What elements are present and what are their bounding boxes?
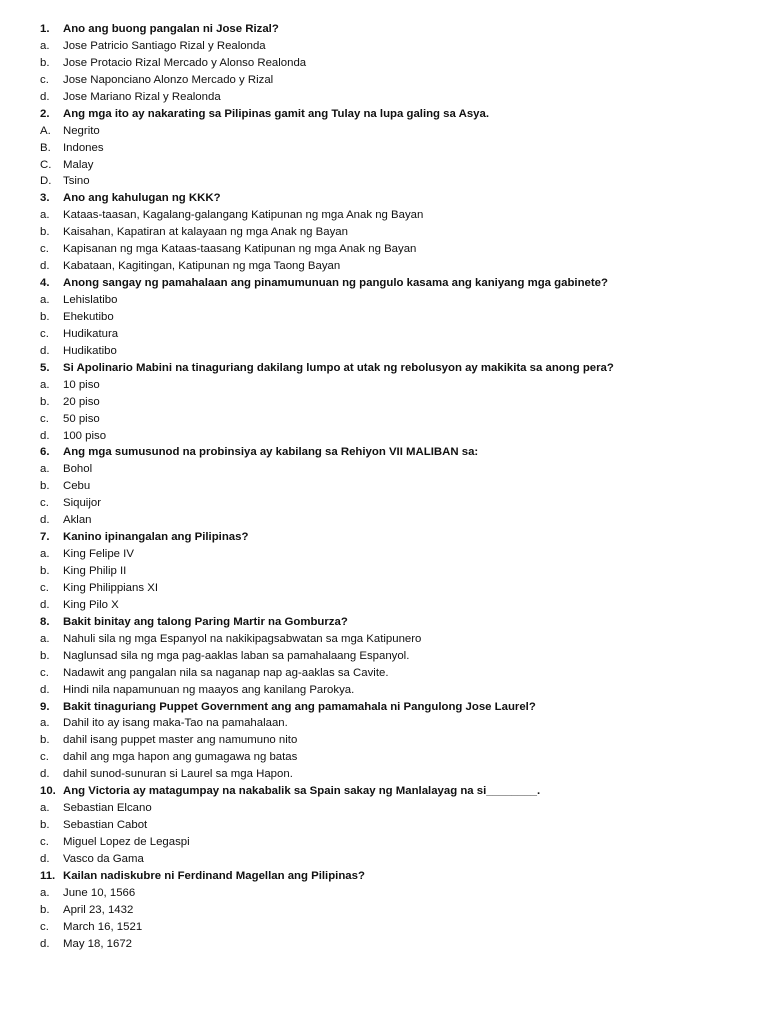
- choice-line: [0, 140, 768, 157]
- choice-line: [0, 241, 768, 258]
- choice-letter: d.: [40, 683, 50, 696]
- choice-text: Nahuli sila ng mga Espanyol na nakikipagsabwatan sa mga Katipunero: [63, 632, 422, 645]
- choice-line: [0, 411, 768, 428]
- choice-line: [0, 580, 768, 597]
- choice-letter: a.: [40, 717, 50, 730]
- question-text: Bakit binitay ang talong Paring Martir na Gomburza?: [63, 615, 348, 628]
- choice-text: Sebastian Elcano: [63, 802, 152, 815]
- choice-text: Lehislatibo: [63, 294, 118, 306]
- choice-line: [0, 123, 768, 140]
- choice-line: [0, 309, 768, 326]
- choice-letter: b.: [40, 480, 50, 493]
- choice-letter: b.: [40, 903, 50, 916]
- choice-text: Hindi nila napamunuan ng maayos ang kanilang Parokya.: [63, 683, 355, 696]
- choice-line: [0, 292, 768, 309]
- choice-text: Kabataan, Kagitingan, Katipunan ng mga Taong Bayan: [63, 260, 341, 273]
- choice-text: dahil sunod-sunuran si Laurel sa mga Hapon.: [63, 768, 293, 781]
- choice-text: Tsino: [63, 175, 90, 188]
- choice-text: Ehekutibo: [63, 310, 114, 323]
- question-line: [0, 190, 768, 207]
- choice-line: [0, 394, 768, 411]
- choice-text: King Philip II: [63, 565, 127, 577]
- choice-letter: a.: [40, 886, 50, 899]
- question-line: [0, 783, 768, 800]
- choice-text: Aklan: [63, 514, 92, 527]
- choice-letter: B.: [40, 141, 51, 154]
- choice-line: [0, 682, 768, 699]
- choice-text: Dahil ito ay isang maka-Tao na pamahalaan.: [63, 717, 288, 730]
- choice-line: [0, 715, 768, 732]
- choice-letter: d.: [40, 768, 50, 781]
- choice-letter: a.: [40, 294, 50, 306]
- choice-text: 50 piso: [63, 412, 100, 425]
- choice-line: [0, 207, 768, 224]
- question-text: Ang mga ito ay nakarating sa Pilipinas gamit ang Tulay na lupa galing sa Asya.: [63, 107, 489, 120]
- choice-line: [0, 428, 768, 445]
- choice-text: Hudikatibo: [63, 344, 117, 357]
- choice-letter: b.: [40, 565, 50, 577]
- choice-text: Vasco da Gama: [63, 852, 144, 865]
- choice-text: Sebastian Cabot: [63, 819, 148, 832]
- choice-letter: d.: [40, 937, 50, 950]
- question-number: 3.: [40, 192, 50, 205]
- question-line: [0, 360, 768, 377]
- choice-line: [0, 885, 768, 902]
- choice-text: Malay: [63, 158, 94, 171]
- choice-text: June 10, 1566: [63, 886, 136, 899]
- choice-line: [0, 902, 768, 919]
- choice-text: Bohol: [63, 463, 93, 476]
- choice-line: [0, 72, 768, 89]
- choice-letter: c.: [40, 751, 49, 764]
- choice-line: [0, 766, 768, 783]
- choice-text: Miguel Lopez de Legaspi: [63, 836, 190, 848]
- choice-letter: a.: [40, 802, 50, 815]
- choice-letter: c.: [40, 327, 49, 340]
- choice-text: 100 piso: [63, 429, 107, 442]
- choice-line: [0, 461, 768, 478]
- choice-line: [0, 648, 768, 665]
- choice-text: King Felipe IV: [63, 548, 134, 561]
- question-text: Bakit tinaguriang Puppet Government ang ang pamamahala ni Pangulong Jose Laurel?: [63, 700, 536, 713]
- choice-line: [0, 936, 768, 953]
- quiz-document: [0, 21, 768, 953]
- choice-line: [0, 224, 768, 241]
- choice-text: Negrito: [63, 124, 100, 137]
- choice-letter: a.: [40, 39, 50, 52]
- choice-letter: c.: [40, 920, 49, 933]
- choice-line: [0, 546, 768, 563]
- choice-letter: C.: [40, 158, 52, 171]
- choice-line: [0, 919, 768, 936]
- choice-line: [0, 597, 768, 614]
- choice-line: [0, 495, 768, 512]
- choice-letter: d.: [40, 90, 50, 103]
- choice-line: [0, 89, 768, 106]
- choice-line: [0, 563, 768, 580]
- question-text: Kailan nadiskubre ni Ferdinand Magellan ang Pilipinas?: [63, 869, 365, 882]
- choice-text: dahil isang puppet master ang namumuno nito: [63, 734, 298, 747]
- question-text: Anong sangay ng pamahalaan ang pinamumunuan ng pangulo kasama ang kaniyang mga gabinete?: [63, 277, 608, 290]
- choice-letter: b.: [40, 310, 50, 323]
- choice-letter: a.: [40, 463, 50, 476]
- choice-letter: d.: [40, 514, 50, 527]
- choice-text: Jose Protacio Rizal Mercado y Alonso Realonda: [63, 56, 307, 69]
- question-line: [0, 106, 768, 123]
- choice-letter: c.: [40, 243, 49, 256]
- question-number: 5.: [40, 361, 50, 374]
- choice-text: March 16, 1521: [63, 920, 143, 933]
- choice-letter: b.: [40, 226, 50, 239]
- choice-letter: b.: [40, 649, 50, 662]
- choice-text: Jose Patricio Santiago Rizal y Realonda: [63, 39, 266, 52]
- choice-letter: c.: [40, 836, 49, 848]
- choice-line: [0, 343, 768, 360]
- choice-text: Kapisanan ng mga Kataas-taasang Katipunan ng mga Anak ng Bayan: [63, 243, 417, 256]
- choice-text: Nadawit ang pangalan nila sa naganap nap ag-aaklas sa Cavite.: [63, 666, 389, 679]
- choice-letter: b.: [40, 819, 50, 832]
- choice-text: April 23, 1432: [63, 903, 134, 916]
- choice-text: Jose Mariano Rizal y Realonda: [63, 90, 221, 103]
- question-number: 8.: [40, 615, 50, 628]
- choice-text: 20 piso: [63, 395, 100, 408]
- choice-letter: c.: [40, 412, 49, 425]
- choice-line: [0, 732, 768, 749]
- question-line: [0, 444, 768, 461]
- choice-line: [0, 258, 768, 275]
- choice-line: [0, 512, 768, 529]
- choice-text: Indones: [63, 141, 104, 154]
- choice-text: Kataas-taasan, Kagalang-galangang Katipunan ng mga Anak ng Bayan: [63, 209, 424, 222]
- question-number: 11.: [40, 869, 56, 882]
- choice-text: Jose Naponciano Alonzo Mercado y Rizal: [63, 73, 274, 86]
- question-number: 7.: [40, 531, 50, 544]
- choice-letter: c.: [40, 73, 49, 86]
- choice-letter: d.: [40, 260, 50, 273]
- choice-text: May 18, 1672: [63, 937, 133, 950]
- question-line: [0, 529, 768, 546]
- choice-letter: c.: [40, 581, 49, 594]
- question-line: [0, 614, 768, 631]
- choice-line: [0, 377, 768, 394]
- choice-line: [0, 749, 768, 766]
- question-line: [0, 21, 768, 38]
- question-text: Si Apolinario Mabini na tinaguriang dakilang lumpo at utak ng rebolusyon ay makikita sa anong pera?: [63, 361, 614, 374]
- choice-letter: a.: [40, 378, 50, 391]
- question-number: 2.: [40, 107, 50, 120]
- choice-letter: D.: [40, 175, 52, 188]
- question-number: 6.: [40, 446, 50, 459]
- choice-letter: a.: [40, 548, 50, 561]
- choice-text: Kaisahan, Kapatiran at kalayaan ng mga Anak ng Bayan: [63, 226, 348, 239]
- question-text: Kanino ipinangalan ang Pilipinas?: [63, 531, 249, 544]
- question-line: [0, 699, 768, 716]
- choice-letter: c.: [40, 666, 49, 679]
- choice-text: King Philippians XI: [63, 581, 158, 594]
- question-text: Ang mga sumusunod na probinsiya ay kabilang sa Rehiyon VII MALIBAN sa:: [63, 446, 479, 459]
- choice-letter: d.: [40, 429, 50, 442]
- choice-letter: d.: [40, 598, 50, 611]
- choice-line: [0, 665, 768, 682]
- choice-line: [0, 478, 768, 495]
- question-line: [0, 275, 768, 292]
- question-number: 4.: [40, 277, 50, 290]
- choice-text: dahil ang mga hapon ang gumagawa ng batas: [63, 751, 298, 764]
- choice-letter: b.: [40, 395, 50, 408]
- choice-letter: d.: [40, 344, 50, 357]
- question-number: 10.: [40, 785, 56, 798]
- question-text: Ano ang buong pangalan ni Jose Rizal?: [63, 23, 279, 35]
- question-text: Ano ang kahulugan ng KKK?: [63, 192, 221, 205]
- choice-text: Hudikatura: [63, 327, 119, 340]
- choice-line: [0, 55, 768, 72]
- question-number: 1.: [40, 23, 50, 35]
- choice-line: [0, 38, 768, 55]
- question-text: Ang Victoria ay matagumpay na nakabalik sa Spain sakay ng Manlalayag na si________.: [63, 785, 541, 798]
- choice-text: Cebu: [63, 480, 91, 493]
- choice-line: [0, 851, 768, 868]
- choice-text: Naglunsad sila ng mga pag-aaklas laban sa pamahalaang Espanyol.: [63, 649, 410, 662]
- choice-letter: b.: [40, 56, 50, 69]
- choice-text: 10 piso: [63, 378, 100, 391]
- choice-line: [0, 834, 768, 851]
- choice-text: Siquijor: [63, 497, 101, 510]
- choice-letter: a.: [40, 209, 50, 222]
- choice-letter: a.: [40, 632, 50, 645]
- choice-letter: c.: [40, 497, 49, 510]
- choice-line: [0, 800, 768, 817]
- question-number: 9.: [40, 700, 50, 713]
- choice-line: [0, 817, 768, 834]
- choice-line: [0, 631, 768, 648]
- choice-line: [0, 326, 768, 343]
- question-line: [0, 868, 768, 885]
- choice-letter: A.: [40, 124, 51, 137]
- choice-line: [0, 173, 768, 190]
- choice-letter: d.: [40, 852, 50, 865]
- choice-line: [0, 157, 768, 174]
- choice-letter: b.: [40, 734, 50, 747]
- choice-text: King Pilo X: [63, 598, 119, 611]
